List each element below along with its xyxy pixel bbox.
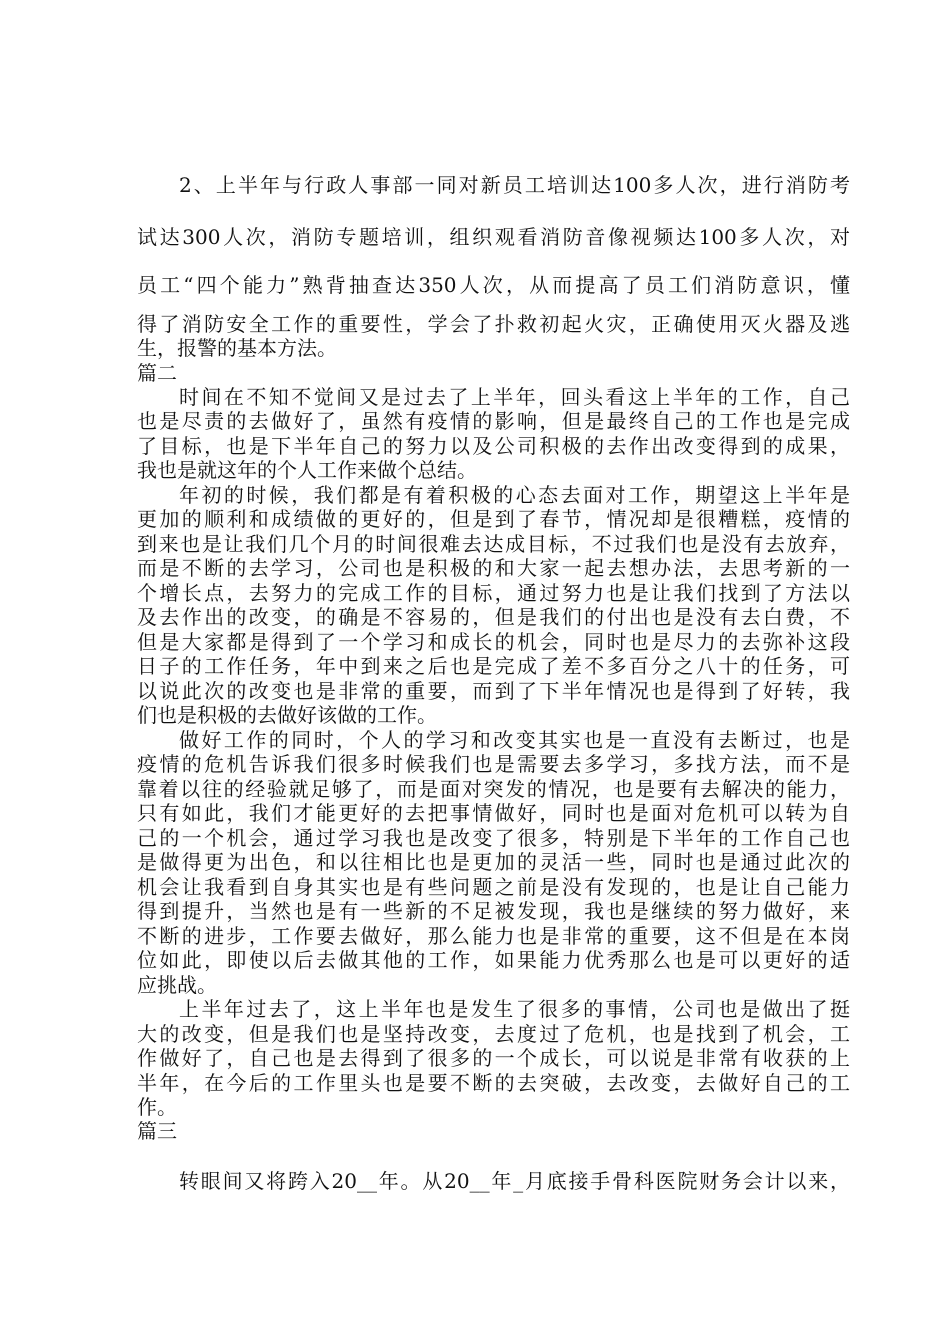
s2-p3-line-11: 应挑战。: [137, 973, 217, 997]
intro-line-1: 2、上半年与行政人事部一同对新员工培训达100多人次，进行消防考: [179, 173, 850, 197]
s2-p3-line-9: 不断的进步，工作要去做好，那么能力也是非常的重要，这不但是在本岗: [137, 924, 850, 948]
s2-p2-line-7: 但是大家都是得到了一个学习和成长的机会，同时也是尽力的去弥补这段: [137, 630, 850, 654]
s2-p3-line-6: 是做得更为出色，和以往相比也是更加的灵活一些，同时也是通过此次的: [137, 850, 850, 874]
intro-line-3: 员工“四个能力”熟背抽查达350人次，从而提高了员工们消防意识，懂: [137, 273, 850, 297]
s2-p4-line-4: 半年，在今后的工作里头也是要不断的去突破，去改变，去做好自己的工: [137, 1071, 850, 1095]
s2-p1-line-1: 时间在不知不觉间又是过去了上半年，回头看这上半年的工作，自己: [179, 385, 850, 409]
intro-line-4: 得了消防安全工作的重要性，学会了扑救初起火灾，正确使用灭火器及逃: [137, 312, 850, 336]
s2-p2-line-2: 更加的顺利和成绩做的更好的，但是到了春节，情况却是很糟糕，疫情的: [137, 507, 850, 531]
s2-p2-line-5: 个增长点，去努力的完成工作的目标，通过努力也是让我们找到了方法以: [137, 581, 850, 605]
s2-p1-line-4: 我也是就这年的个人工作来做个总结。: [137, 458, 477, 482]
section3-heading: 篇三: [137, 1119, 177, 1143]
s3-line-1: 转眼间又将跨入20__年。从20__年_月底接手骨科医院财务会计以来，: [179, 1169, 850, 1193]
s2-p2-line-9: 以说此次的改变也是非常的重要，而到了下半年情况也是得到了好转，我: [137, 679, 850, 703]
s2-p3-line-10: 位如此，即使以后去做其他的工作，如果能力优秀那么也是可以更好的适: [137, 948, 850, 972]
s2-p2-line-4: 而是不断的去学习，公司也是积极的和大家一起去想办法，去思考新的一: [137, 556, 850, 580]
s2-p2-line-8: 日子的工作任务，年中到来之后也是完成了差不多百分之八十的任务，可: [137, 654, 850, 678]
section2-heading: 篇二: [137, 361, 177, 385]
s2-p1-line-2: 也是尽责的去做好了，虽然有疫情的影响，但是最终自己的工作也是完成: [137, 409, 850, 433]
s2-p3-line-7: 机会让我看到自身其实也是有些问题之前是没有发现的，也是让自己能力: [137, 875, 850, 899]
intro-line-5: 生，报警的基本方法。: [137, 336, 337, 360]
s2-p3-line-4: 只有如此，我们才能更好的去把事情做好，同时也是面对危机可以转为自: [137, 801, 850, 825]
intro-line-2: 试达300人次，消防专题培训，组织观看消防音像视频达100多人次，对: [137, 225, 850, 249]
s2-p4-line-2: 大的改变，但是我们也是坚持改变，去度过了危机，也是找到了机会，工: [137, 1022, 850, 1046]
s2-p2-line-6: 及去作出的改变，的确是不容易的，但是我们的付出也是没有去白费，不: [137, 605, 850, 629]
s2-p2-line-1: 年初的时候，我们都是有着积极的心态去面对工作，期望这上半年是: [179, 483, 850, 507]
s2-p4-line-3: 作做好了，自己也是去得到了很多的一个成长，可以说是非常有收获的上: [137, 1046, 850, 1070]
s2-p3-line-5: 己的一个机会，通过学习我也是改变了很多，特别是下半年的工作自己也: [137, 826, 850, 850]
s2-p3-line-3: 靠着以往的经验就足够了，而是面对突发的情况，也是要有去解决的能力，: [137, 777, 850, 801]
s2-p3-line-2: 疫情的危机告诉我们很多时候我们也是需要去多学习，多找方法，而不是: [137, 752, 850, 776]
s2-p2-line-3: 到来也是让我们几个月的时间很难去达成目标，不过我们也是没有去放弃，: [137, 532, 850, 556]
s2-p1-line-3: 了目标，也是下半年自己的努力以及公司积极的去作出改变得到的成果，: [137, 434, 850, 458]
s2-p3-line-8: 得到提升，当然也是有一些新的不足被发现，我也是继续的努力做好，来: [137, 899, 850, 923]
s2-p3-line-1: 做好工作的同时，个人的学习和改变其实也是一直没有去断过，也是: [179, 728, 850, 752]
s2-p4-line-5: 作。: [137, 1095, 177, 1119]
s2-p2-line-10: 们也是积极的去做好该做的工作。: [137, 703, 437, 727]
s2-p4-line-1: 上半年过去了，这上半年也是发生了很多的事情，公司也是做出了挺: [179, 997, 850, 1021]
